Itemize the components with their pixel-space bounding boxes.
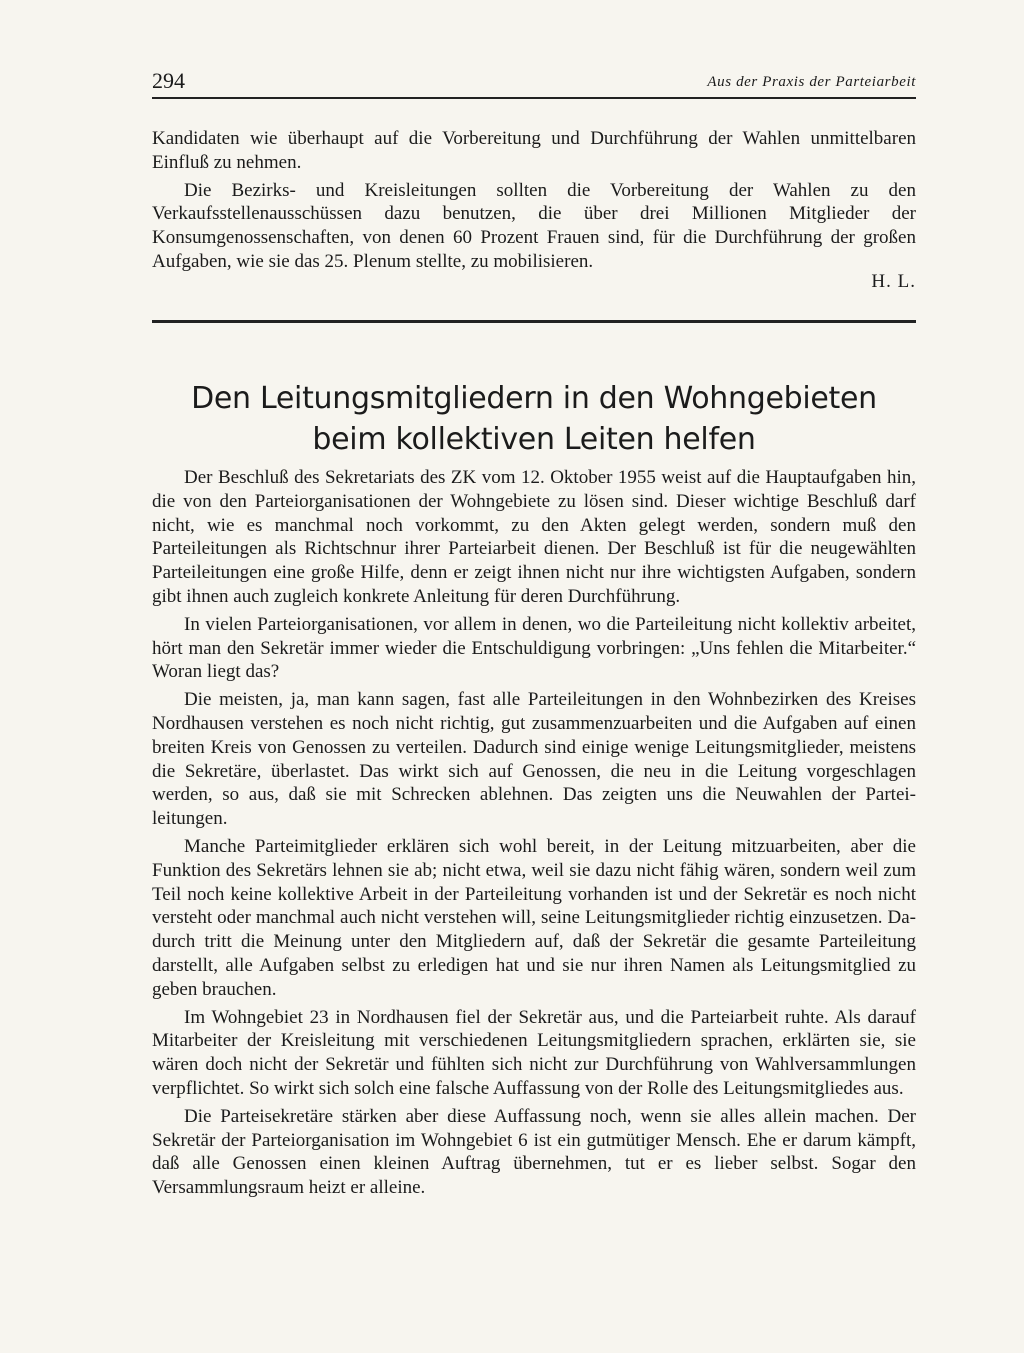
title-line: beim kollektiven Leiten helfen <box>312 422 756 457</box>
header-rule <box>152 97 916 99</box>
title-line: Den Leitungsmitgliedern in den Wohngebieten <box>191 381 877 416</box>
page-header <box>152 68 916 94</box>
section-divider <box>152 320 916 323</box>
paragraph: Die Parteisekretäre stärken aber diese Auffassung noch, wenn sie alles allein machen. Der Sekretär der Parteiorganisation im Wohngebiet 6 ist ein gutmütiger Mensch. Ehe er darum kämpft, daß alle Genossen einen kleinen Auftrag übernehmen, tut er es lieber selbst. Sogar den Versammlungsraum heizt er alleine. <box>152 1105 916 1199</box>
paragraph: Kandidaten wie überhaupt auf die Vorbereitung und Durchführung der Wahlen unmittelbaren Einfluß zu nehmen. <box>152 128 916 173</box>
paragraph: Die Bezirks- und Kreisleitungen sollten die Vorbereitung der Wahlen zu den Verkaufsstellenausschüssen dazu benutzen, die über drei Millionen Mitglieder der Konsumgenossenschaften, von denen 60 Prozent Frauen sind, für die Durchführung der großen Aufgaben, wie sie das 25. Plenum stellte, zu mobilisieren. <box>152 179 916 272</box>
article-title <box>152 378 916 460</box>
paragraph: Manche Parteimitglieder erklären sich wohl bereit, in der Leitung mitzuarbeiten, aber die Funktion des Sekretärs lehnen sie ab; nicht etwa, weil sie dazu nicht fähig wären, sondern weil zum Teil noch keine kollektive Arbeit in der Parteileitung vorhanden ist und der Sekretär es noch nicht versteht oder manchmal auch nicht verstehen will, seine Leitungsmitglieder richtig einzusetzen. Dadurch tritt die Meinung unter den Mitgliedern auf, daß der Sekretär die gesamte Parteileitung darstellt, alle Aufgaben selbst zu erledigen hat und sie nur ihren Namen als Leitungsmitglied zu geben brauchen. <box>152 835 916 1000</box>
previous-article-ending <box>152 127 916 274</box>
author-initials: H. L. <box>871 271 916 292</box>
paragraph: Im Wohngebiet 23 in Nordhausen fiel der Sekretär aus, und die Parteiarbeit ruhte. Als darauf Mitarbeiter der Kreisleitung mit verschiedenen Leitungsmitgliedern sprachen, erklärten sie, sie wären doch nicht der Sekretär und fühlten sich nicht zur Durchführung von Wahlversammlungen verpflichtet. So wirkt sich solch eine falsche Auffassung von der Rolle des Leitungsmitgliedes aus. <box>152 1006 916 1099</box>
paragraph: Die meisten, ja, man kann sagen, fast alle Parteileitungen in den Wohnbezirken des Kreises Nordhausen verstehen es noch nicht richtig, gut zusammenzuarbeiten und die Aufgaben auf einen breiten Kreis von Genossen zu verteilen. Dadurch sind einige wenige Leitungsmitglieder, meistens die Sekretäre, überlastet. Das wirkt sich auf Genossen, die neu in die Leitung vorgeschlagen werden, so aus, daß sie mit Schrecken ablehnen. Das zeigten uns die Neuwahlen der Parteileitungen. <box>152 689 916 830</box>
paragraph: Der Beschluß des Sekretariats des ZK vom 12. Oktober 1955 weist auf die Hauptaufgaben hin, die von den Parteiorganisationen der Wohngebiete zu lösen sind. Dieser wichtige Beschluß darf nicht, wie es manchmal noch vorkommt, zu den Akten gelegt werden, sondern muß den Parteileitungen als Richtschnur ihrer Parteiarbeit dienen. Der Beschluß ist für die neugewählten Parteileitungen eine große Hilfe, denn er zeigt ihnen nicht nur ihre wichtigsten Aufgaben, sondern gibt ihnen auch zugleich konkrete Anleitung für deren Durchführung. <box>152 467 916 607</box>
running-head: Aus der Praxis der Parteiarbeit <box>707 74 916 90</box>
article-body <box>152 466 916 1200</box>
paragraph: In vielen Parteiorganisationen, vor allem in denen, wo die Parteileitung nicht kollektiv arbeitet, hört man den Sekretär immer wieder die Entschuldigung vorbringen: „Uns fehlen die Mitarbeiter.“ Woran liegt das? <box>152 613 916 683</box>
page-number: 294 <box>152 68 185 93</box>
